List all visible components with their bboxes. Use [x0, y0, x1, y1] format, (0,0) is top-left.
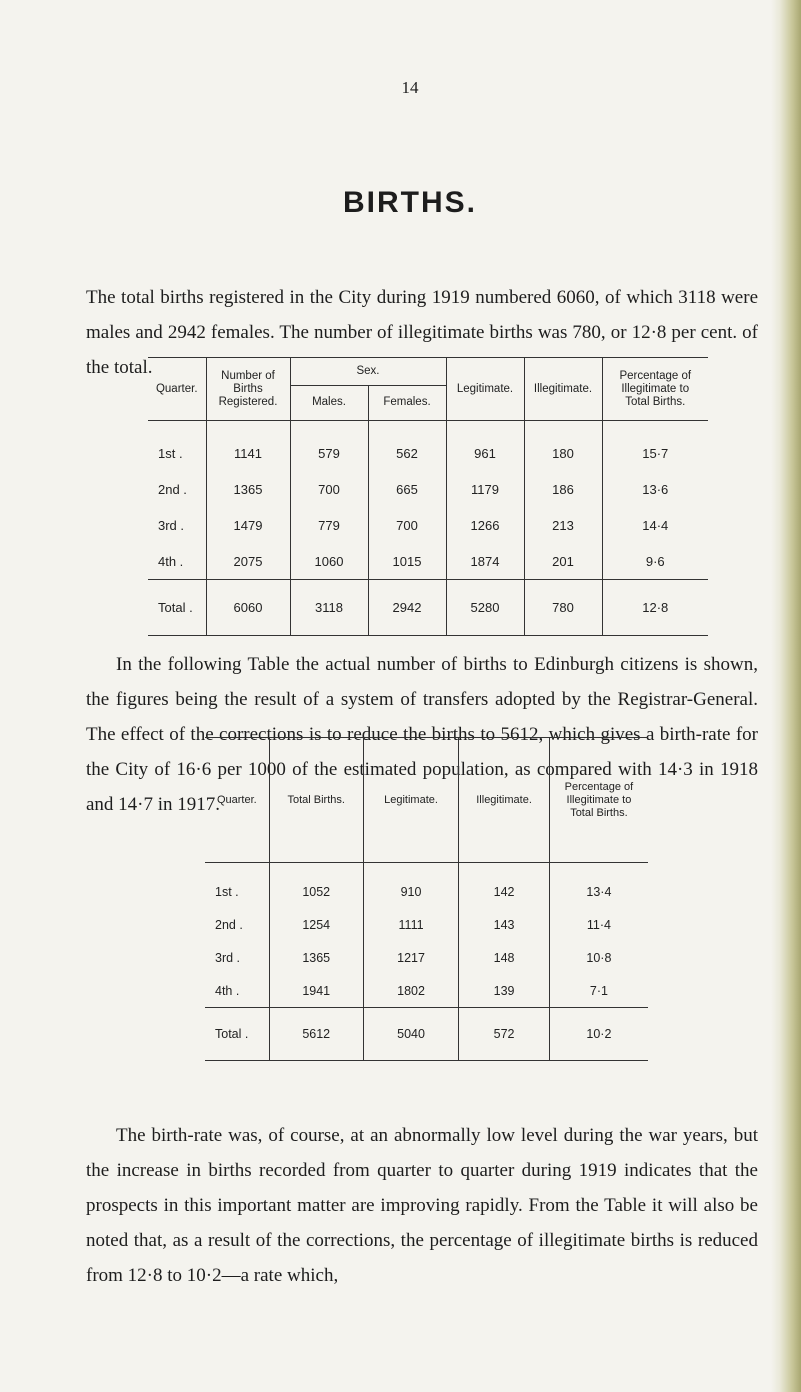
cell-quarter: 3rd .	[215, 950, 241, 965]
cell-legitimate: 5280	[446, 580, 524, 636]
cell-quarter: 4th .	[158, 553, 184, 569]
cell-males: 3118	[290, 580, 368, 636]
cell-illegitimate: 186	[524, 471, 602, 507]
cell-males: 579	[290, 421, 368, 472]
table-total-row	[205, 1008, 648, 1061]
cell-quarter: 4th .	[215, 983, 240, 998]
cell-males: 779	[290, 507, 368, 543]
col-header-quarter: Quarter.	[205, 738, 269, 863]
cell-percentage: 14·4	[602, 507, 708, 543]
paragraph-births-summary: The total births registered in the City during 1919 numbered 6060, of which 3118 were males and 2942 females. The number of illegitimate births was 780, or 12·8 per cent. of the total.	[86, 287, 758, 378]
col-header-total-births: Total Births.	[269, 738, 363, 863]
cell-legitimate: 1874	[446, 543, 524, 580]
col-header-illegitimate: Illegitimate.	[459, 738, 550, 863]
col-header-sex: Sex.	[290, 358, 446, 386]
table-row	[205, 941, 648, 974]
cell-percentage: 9·6	[602, 543, 708, 580]
cell-total: 1365	[269, 941, 363, 974]
cell-births: 1479	[206, 507, 290, 543]
table-row	[148, 543, 708, 580]
col-header-percentage: Percentage of Illegitimate to Total Births.	[602, 358, 708, 421]
cell-legitimate: 5040	[363, 1008, 459, 1061]
cell-males: 1060	[290, 543, 368, 580]
cell-illegitimate: 201	[524, 543, 602, 580]
cell-percentage: 13·4	[549, 863, 648, 909]
cell-males: 700	[290, 471, 368, 507]
col-header-number-registered: Number of Births Registered.	[206, 358, 290, 421]
cell-illegitimate: 143	[459, 908, 550, 941]
cell-percentage: 7·1	[549, 974, 648, 1008]
cell-illegitimate: 213	[524, 507, 602, 543]
paragraph-birth-rate-discussion: The birth-rate was, of course, at an abnormally low level during the war years, but the increase in births recorded from quarter to quarter during 1919 indicates that the prospects in this important matter are improving rapidly. From the Table it will also be noted that, as a result of the corrections, the percentage of illegitimate births is reduced from 12·8 to 10·2—a rate which,	[86, 1125, 758, 1286]
cell-births: 1365	[206, 471, 290, 507]
paragraph-corrected-births: In the following Table the actual number of births to Edinburgh citizens is shown, the figures being the result of a system of transfers adopted by the Registrar-General. The effect of the corrections is to reduce the births to 5612, which gives a birth-rate for the City of 16·6 per 1000 of the estimated population, as compared with 14·3 in 1918 and 14·7 in 1917.	[86, 654, 758, 815]
page-number: 14	[401, 78, 419, 97]
col-header-legitimate: Legitimate.	[446, 358, 524, 421]
cell-legitimate: 1217	[363, 941, 459, 974]
cell-births: 2075	[206, 543, 290, 580]
cell-quarter: 3rd .	[158, 517, 185, 533]
table-row	[148, 507, 708, 543]
cell-total: 1052	[269, 863, 363, 909]
col-header-quarter: Quarter.	[148, 358, 206, 421]
cell-percentage: 10·8	[549, 941, 648, 974]
cell-quarter: 2nd .	[158, 481, 187, 497]
corrected-births-table	[205, 737, 648, 1061]
cell-quarter: Total .	[148, 580, 206, 636]
cell-quarter: Total .	[205, 1008, 269, 1061]
cell-percentage: 12·8	[602, 580, 708, 636]
cell-females: 2942	[368, 580, 446, 636]
cell-legitimate: 1111	[363, 908, 459, 941]
col-header-legitimate: Legitimate.	[363, 738, 459, 863]
cell-quarter: 1st .	[215, 884, 239, 899]
cell-legitimate: 910	[363, 863, 459, 909]
col-header-percentage: Percentage of Illegitimate to Total Births.	[549, 738, 648, 863]
cell-females: 665	[368, 471, 446, 507]
cell-females: 1015	[368, 543, 446, 580]
cell-illegitimate: 180	[524, 421, 602, 472]
table-row	[148, 421, 708, 472]
cell-legitimate: 961	[446, 421, 524, 472]
cell-illegitimate: 142	[459, 863, 550, 909]
cell-total: 1254	[269, 908, 363, 941]
col-header-males: Males.	[290, 385, 368, 420]
table-row	[205, 974, 648, 1008]
cell-births: 1141	[206, 421, 290, 472]
cell-total: 5612	[269, 1008, 363, 1061]
cell-quarter: 1st .	[158, 445, 183, 461]
cell-illegitimate: 148	[459, 941, 550, 974]
cell-percentage: 13·6	[602, 471, 708, 507]
births-registered-table	[148, 357, 708, 636]
cell-legitimate: 1266	[446, 507, 524, 543]
cell-illegitimate: 139	[459, 974, 550, 1008]
section-heading: BIRTHS.	[343, 186, 477, 219]
cell-legitimate: 1179	[446, 471, 524, 507]
cell-illegitimate: 572	[459, 1008, 550, 1061]
cell-females: 562	[368, 421, 446, 472]
cell-total: 1941	[269, 974, 363, 1008]
cell-births: 6060	[206, 580, 290, 636]
table-row	[148, 471, 708, 507]
cell-legitimate: 1802	[363, 974, 459, 1008]
col-header-females: Females.	[368, 385, 446, 420]
cell-percentage: 11·4	[549, 908, 648, 941]
cell-illegitimate: 780	[524, 580, 602, 636]
cell-percentage: 15·7	[602, 421, 708, 472]
col-header-illegitimate: Illegitimate.	[524, 358, 602, 421]
table-row	[205, 863, 648, 909]
table-row	[205, 908, 648, 941]
table-total-row	[148, 580, 708, 636]
cell-percentage: 10·2	[549, 1008, 648, 1061]
cell-females: 700	[368, 507, 446, 543]
cell-quarter: 2nd .	[215, 917, 243, 932]
